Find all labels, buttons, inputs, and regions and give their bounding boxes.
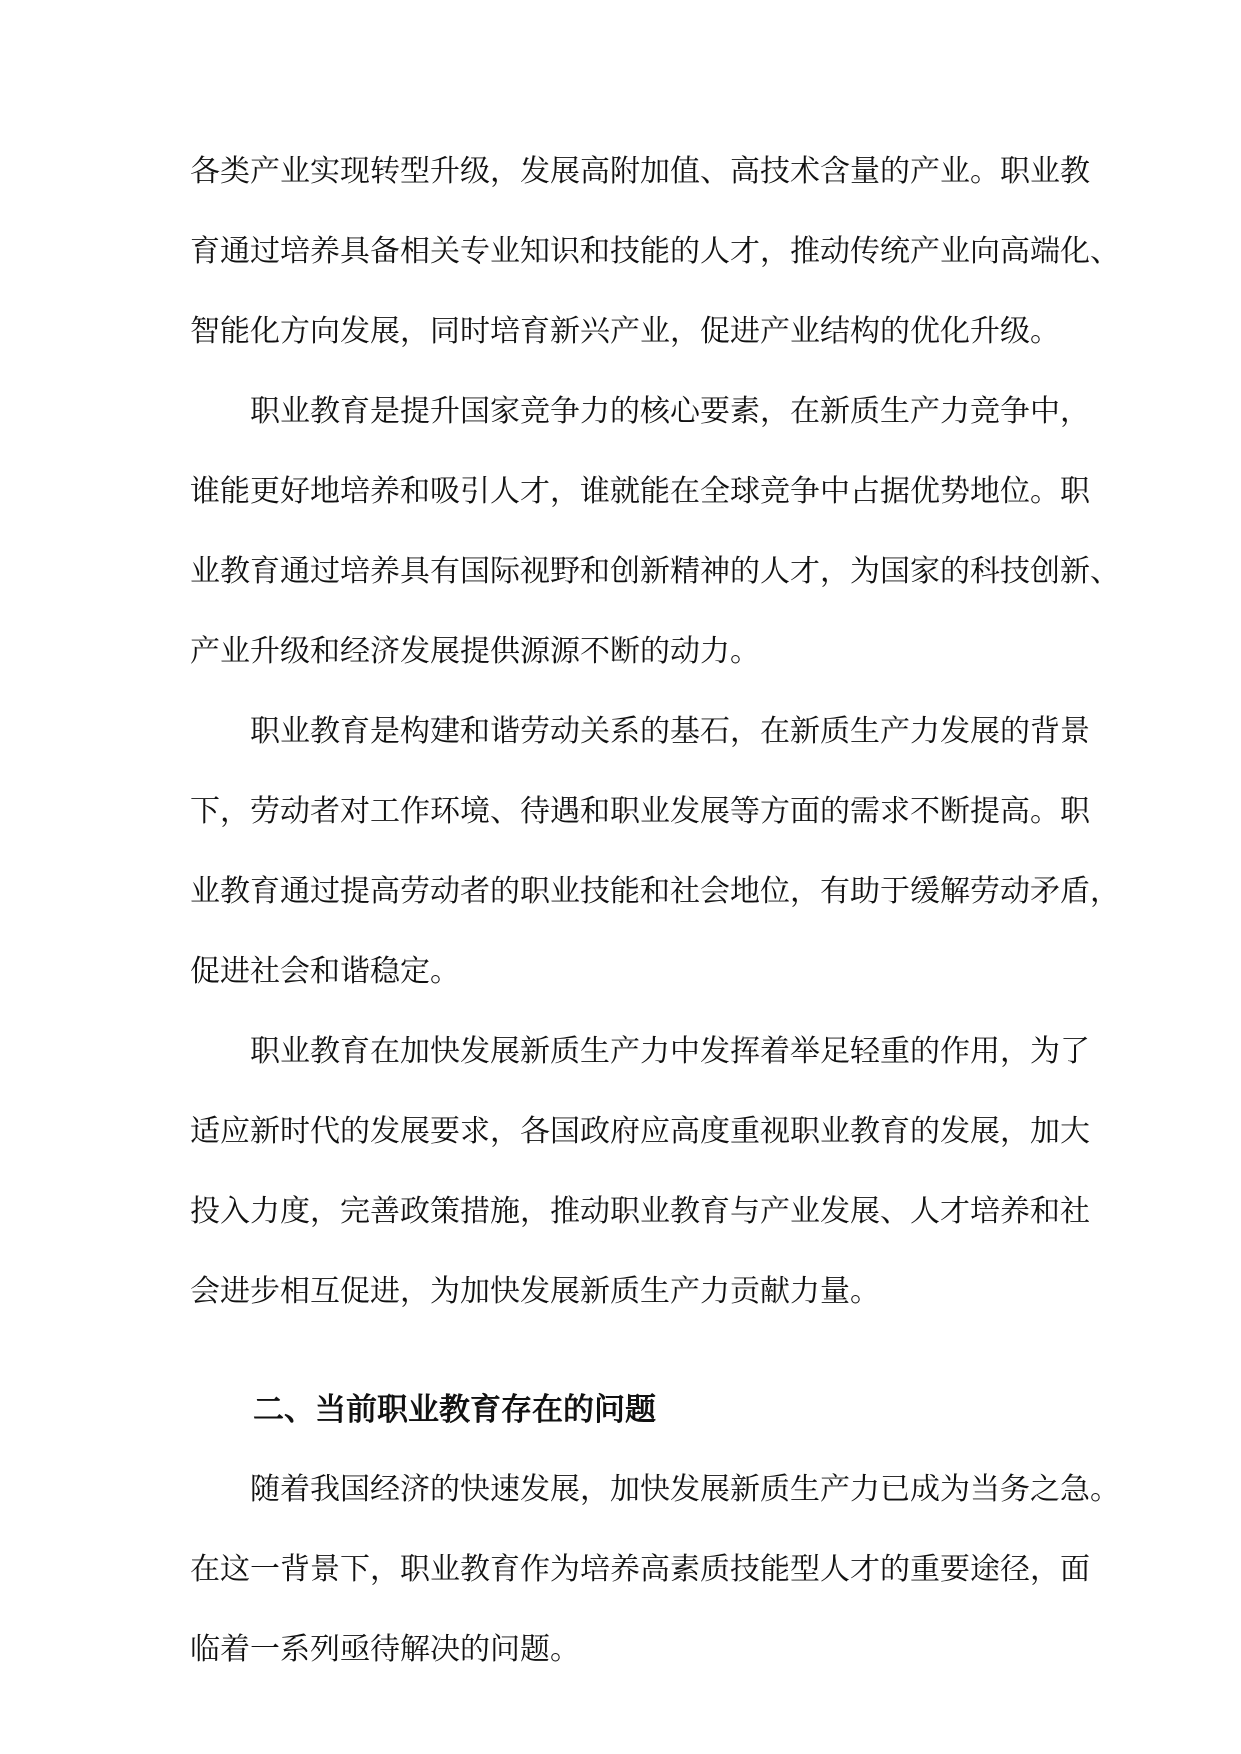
paragraph-line: 育通过培养具备相关专业知识和技能的人才，推动传统产业向高端化、 [190,234,1120,269]
paragraph-line: 投入力度，完善政策措施，推动职业教育与产业发展、人才培养和社 [190,1194,1090,1229]
paragraph-line: 下，劳动者对工作环境、待遇和职业发展等方面的需求不断提高。职 [190,794,1090,829]
paragraph-line: 职业教育是提升国家竞争力的核心要素，在新质生产力竞争中， [250,394,1090,429]
paragraph-line: 谁能更好地培养和吸引人才，谁就能在全球竞争中占据优势地位。职 [190,474,1090,509]
paragraph-line: 促进社会和谐稳定。 [190,954,460,989]
paragraph-line: 产业升级和经济发展提供源源不断的动力。 [190,634,760,669]
document-body [190,145,1120,1703]
paragraph-line: 适应新时代的发展要求，各国政府应高度重视职业教育的发展，加大 [190,1114,1090,1149]
paragraph-line: 在这一背景下，职业教育作为培养高素质技能型人才的重要途径，面 [190,1552,1090,1587]
paragraph-line: 各类产业实现转型升级，发展高附加值、高技术含量的产业。职业教 [190,154,1090,189]
paragraph-4 [190,1025,1090,1345]
paragraph-2 [190,385,1120,705]
paragraph-line: 职业教育是构建和谐劳动关系的基石，在新质生产力发展的背景 [250,714,1090,749]
section-paragraph [190,1463,1120,1703]
heading-spacer [190,1345,1090,1383]
paragraph-line: 会进步相互促进，为加快发展新质生产力贡献力量。 [190,1274,880,1309]
paragraph-3 [190,705,1120,1025]
paragraph-line: 业教育通过培养具有国际视野和创新精神的人才，为国家的科技创新、 [190,554,1120,589]
paragraph-line: 智能化方向发展，同时培育新兴产业，促进产业结构的优化升级。 [190,314,1060,349]
section-heading: 二、当前职业教育存在的问题 [253,1392,656,1428]
paragraph-line: 职业教育在加快发展新质生产力中发挥着举足轻重的作用，为了 [250,1034,1090,1069]
paragraph-line: 业教育通过提高劳动者的职业技能和社会地位，有助于缓解劳动矛盾， [190,874,1120,909]
paragraph-line: 随着我国经济的快速发展，加快发展新质生产力已成为当务之急。 [250,1472,1120,1507]
paragraph-line: 临着一系列亟待解决的问题。 [190,1632,580,1667]
paragraph-1 [190,145,1120,385]
